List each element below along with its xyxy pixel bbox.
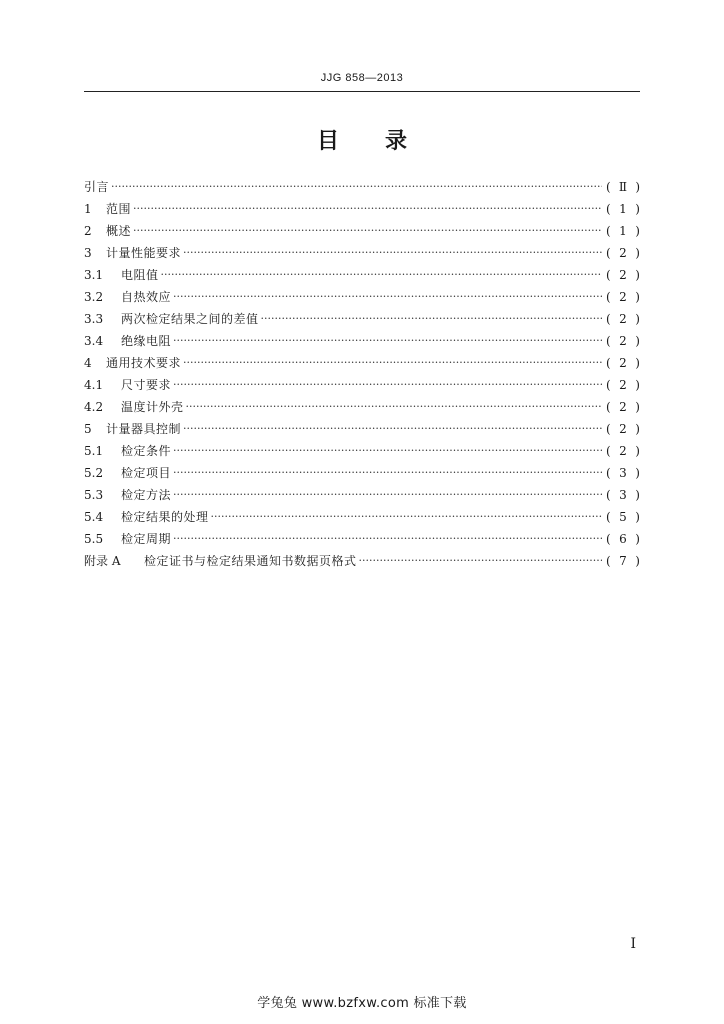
toc-entry-page: [606, 506, 640, 528]
close-paren: ): [635, 466, 640, 480]
open-paren: (: [606, 224, 611, 238]
close-paren: ): [635, 202, 640, 216]
toc-page-number: 2: [619, 400, 627, 414]
dot-leader: [183, 418, 602, 440]
close-paren: ): [635, 400, 640, 414]
toc-page-number: 2: [619, 356, 627, 370]
toc-page-number: 2: [619, 268, 627, 282]
toc-entry-number: 4.2: [84, 400, 104, 414]
header-divider: [84, 91, 640, 92]
dot-leader: [133, 198, 602, 220]
toc-entry-label: 检定周期: [121, 532, 172, 546]
toc-entry-label: 概述: [106, 224, 132, 238]
toc-entry-page: [606, 396, 640, 418]
close-paren: ): [635, 224, 640, 238]
toc-entry: [84, 242, 640, 264]
open-paren: (: [606, 554, 611, 568]
toc-entry-page: [606, 440, 640, 462]
toc-entry: [84, 308, 640, 330]
toc-entry-number: 附录 A: [84, 554, 121, 568]
toc-entry-label: 通用技术要求: [106, 356, 182, 370]
close-paren: ): [635, 268, 640, 282]
toc-entry-label: 电阻值: [121, 268, 159, 282]
toc-entry-page: [606, 264, 640, 286]
toc-entry-label: 计量性能要求: [106, 246, 182, 260]
toc-entry-number: 5.1: [84, 444, 104, 458]
close-paren: ): [635, 290, 640, 304]
close-paren: ): [635, 334, 640, 348]
open-paren: (: [606, 510, 611, 524]
dot-leader: [359, 550, 602, 572]
toc-entry: [84, 176, 640, 198]
toc-entry-label: 引言: [84, 180, 110, 194]
close-paren: ): [635, 422, 640, 436]
toc-title-char-2: 录: [385, 129, 408, 154]
toc-entry-label: 检定条件: [121, 444, 172, 458]
close-paren: ): [635, 356, 640, 370]
toc-entry-label: 检定结果的处理: [121, 510, 209, 524]
close-paren: ): [635, 554, 640, 568]
toc-page-number: 3: [619, 466, 627, 480]
toc-entry: [84, 418, 640, 440]
toc-entry-page: [606, 550, 640, 572]
close-paren: ): [635, 488, 640, 502]
toc-entry-number: 1: [84, 202, 92, 216]
toc-page-number: Ⅱ: [618, 180, 628, 194]
toc-entry-page: [606, 528, 640, 550]
toc-entry-label: 检定证书与检定结果通知书数据页格式: [144, 554, 357, 568]
toc-page-number: 1: [619, 202, 627, 216]
open-paren: (: [606, 400, 611, 414]
toc-entry-label: 检定项目: [121, 466, 172, 480]
toc-entry: [84, 220, 640, 242]
toc-page-number: 7: [619, 554, 627, 568]
toc-page-number: 2: [619, 246, 627, 260]
dot-leader: [111, 176, 602, 198]
close-paren: ): [635, 510, 640, 524]
toc-entry-number: 2: [84, 224, 92, 238]
toc-entry-label: 温度计外壳: [121, 400, 184, 414]
toc-entry-page: [606, 308, 640, 330]
toc-entry: [84, 330, 640, 352]
toc-entry-number: 3.4: [84, 334, 104, 348]
toc-entry-number: 4.1: [84, 378, 104, 392]
dot-leader: [173, 440, 602, 462]
toc-page-number: 2: [619, 422, 627, 436]
toc-entry-number: 4: [84, 356, 92, 370]
toc-entry-page: [606, 462, 640, 484]
toc-page-number: 2: [619, 290, 627, 304]
dot-leader: [173, 286, 602, 308]
toc-entry-number: 3.1: [84, 268, 104, 282]
toc-entry: [84, 506, 640, 528]
toc-title-char-1: 目: [316, 129, 339, 154]
toc-entry: [84, 550, 640, 572]
toc-entry-page: [606, 352, 640, 374]
table-of-contents: [84, 176, 640, 572]
open-paren: (: [606, 532, 611, 546]
toc-entry: [84, 286, 640, 308]
close-paren: ): [635, 378, 640, 392]
open-paren: (: [606, 488, 611, 502]
document-code-header: JJG 858—2013: [320, 72, 404, 84]
toc-entry-number: 3.3: [84, 312, 104, 326]
close-paren: ): [635, 312, 640, 326]
toc-entry: [84, 264, 640, 286]
dot-leader: [173, 462, 602, 484]
toc-entry-label: 自热效应: [121, 290, 172, 304]
toc-entry-page: [606, 418, 640, 440]
dot-leader: [211, 506, 602, 528]
toc-entry: [84, 374, 640, 396]
toc-page-number: 3: [619, 488, 627, 502]
toc-entry-page: [606, 286, 640, 308]
toc-entry-label: 计量器具控制: [106, 422, 182, 436]
open-paren: (: [606, 356, 611, 370]
open-paren: (: [606, 246, 611, 260]
toc-entry: [84, 440, 640, 462]
toc-entry-page: [606, 242, 640, 264]
toc-page-number: 2: [619, 378, 627, 392]
toc-entry-page: [606, 374, 640, 396]
toc-entry-label: 两次检定结果之间的差值: [121, 312, 259, 326]
open-paren: (: [606, 378, 611, 392]
toc-entry-label: 绝缘电阻: [121, 334, 172, 348]
open-paren: (: [606, 268, 611, 282]
dot-leader: [173, 330, 602, 352]
close-paren: ): [635, 444, 640, 458]
toc-entry-page: [606, 220, 640, 242]
dot-leader: [133, 220, 602, 242]
open-paren: (: [606, 290, 611, 304]
toc-entry-number: 5.4: [84, 510, 104, 524]
toc-entry-page: [606, 198, 640, 220]
toc-entry-number: 5.5: [84, 532, 104, 546]
open-paren: (: [606, 180, 611, 194]
footer-watermark: 学兔兔 www.bzfxw.com 标准下载: [257, 996, 467, 1011]
toc-page-number: 2: [619, 334, 627, 348]
toc-entry-page: [606, 330, 640, 352]
dot-leader: [186, 396, 602, 418]
toc-entry: [84, 396, 640, 418]
toc-page-number: 5: [619, 510, 627, 524]
toc-entry-label: 检定方法: [121, 488, 172, 502]
toc-entry-page: [606, 484, 640, 506]
toc-entry-number: 5: [84, 422, 92, 436]
dot-leader: [183, 242, 602, 264]
toc-entry: [84, 462, 640, 484]
open-paren: (: [606, 312, 611, 326]
open-paren: (: [606, 444, 611, 458]
toc-page-number: 1: [619, 224, 627, 238]
toc-entry: [84, 528, 640, 550]
toc-page-number: 2: [619, 312, 627, 326]
open-paren: (: [606, 202, 611, 216]
page-number: I: [630, 936, 636, 952]
open-paren: (: [606, 422, 611, 436]
dot-leader: [173, 374, 602, 396]
close-paren: ): [635, 532, 640, 546]
toc-entry: [84, 484, 640, 506]
toc-title: [84, 124, 640, 155]
toc-entry-number: 5.3: [84, 488, 104, 502]
toc-entry-number: 3: [84, 246, 92, 260]
close-paren: ): [635, 180, 640, 194]
toc-page-number: 6: [619, 532, 627, 546]
toc-entry-label: 范围: [106, 202, 132, 216]
dot-leader: [173, 528, 602, 550]
open-paren: (: [606, 334, 611, 348]
toc-entry-label: 尺寸要求: [121, 378, 172, 392]
toc-entry: [84, 198, 640, 220]
close-paren: ): [635, 246, 640, 260]
toc-page-number: 2: [619, 444, 627, 458]
toc-entry-page: [606, 176, 640, 198]
dot-leader: [173, 484, 602, 506]
dot-leader: [161, 264, 602, 286]
dot-leader: [183, 352, 602, 374]
toc-entry-number: 5.2: [84, 466, 104, 480]
dot-leader: [261, 308, 602, 330]
open-paren: (: [606, 466, 611, 480]
toc-entry-number: 3.2: [84, 290, 104, 304]
toc-entry: [84, 352, 640, 374]
